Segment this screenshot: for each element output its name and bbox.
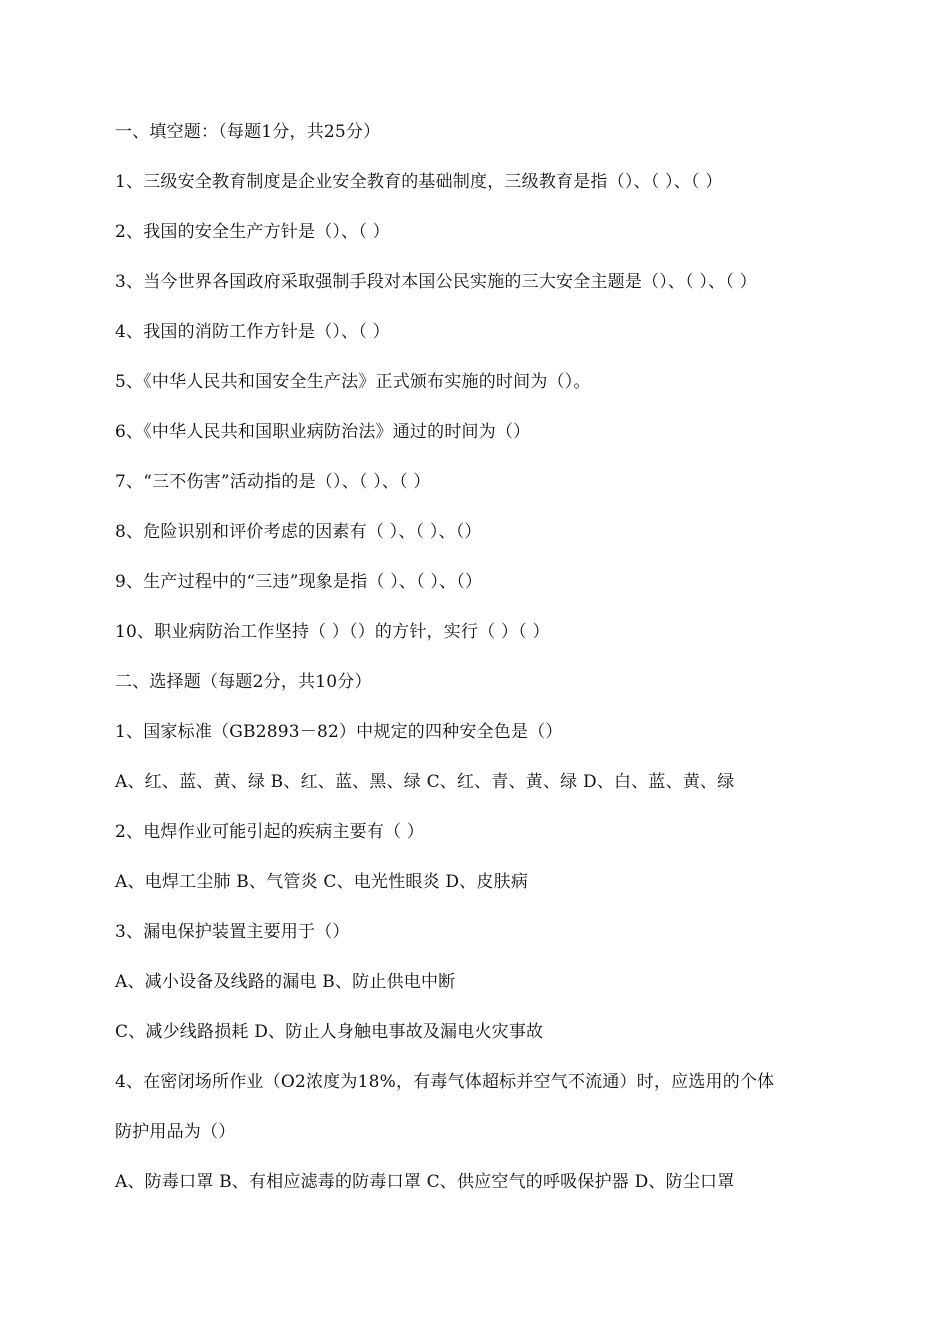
options-line: A、红、蓝、黄、绿 B、红、蓝、黑、绿 C、红、青、黄、绿 D、白、蓝、黄、绿 (115, 772, 735, 792)
section-heading-fill-in: 一、填空题：（每题1分，共25分） (115, 122, 381, 142)
question-line: 4、我国的消防工作方针是（）、（ ） (115, 322, 390, 342)
question-line: 9、生产过程中的“三违”现象是指（ ）、（ ）、（） (115, 572, 483, 592)
options-line: A、电焊工尘肺 B、气管炎 C、电光性眼炎 D、皮肤病 (115, 872, 529, 892)
options-line: A、减小设备及线路的漏电 B、防止供电中断 (115, 972, 456, 992)
question-line: 1、国家标准（GB2893－82）中规定的四种安全色是（） (115, 722, 563, 742)
question-line: 3、漏电保护装置主要用于（） (115, 922, 350, 942)
question-line: 2、我国的安全生产方针是（）、（ ） (115, 222, 390, 242)
question-line: 3、当今世界各国政府采取强制手段对本国公民实施的三大安全主题是（）、（ ）、（ ） (115, 272, 757, 292)
options-line: A、防毒口罩 B、有相应滤毒的防毒口罩 C、供应空气的呼吸保护器 D、防尘口罩 (115, 1172, 735, 1192)
question-line: 4、在密闭场所作业（O2浓度为18%，有毒气体超标并空气不流通）时，应选用的个体 (115, 1072, 775, 1092)
question-line: 6、《中华人民共和国职业病防治法》通过的时间为（） (115, 422, 531, 442)
question-line: 8、危险识别和评价考虑的因素有（ ）、（ ）、（） (115, 522, 482, 542)
document-body (115, 122, 850, 1222)
question-line: 5、《中华人民共和国安全生产法》正式颁布实施的时间为（）。 (115, 372, 591, 392)
question-line: 2、电焊作业可能引起的疾病主要有（ ） (115, 822, 425, 842)
question-line: 1、三级安全教育制度是企业安全教育的基础制度，三级教育是指（）、（ ）、（ ） (115, 172, 723, 192)
options-line: C、减少线路损耗 D、防止人身触电事故及漏电火灾事故 (115, 1022, 544, 1042)
question-line: 7、“三不伤害”活动指的是（）、（ ）、（ ） (115, 472, 431, 492)
question-line: 10、职业病防治工作坚持（ ）（）的方针，实行（ ）（ ） (115, 622, 550, 642)
question-line-continued: 防护用品为（） (115, 1122, 236, 1142)
section-heading-choice: 二、选择题（每题2分，共10分） (115, 672, 372, 692)
